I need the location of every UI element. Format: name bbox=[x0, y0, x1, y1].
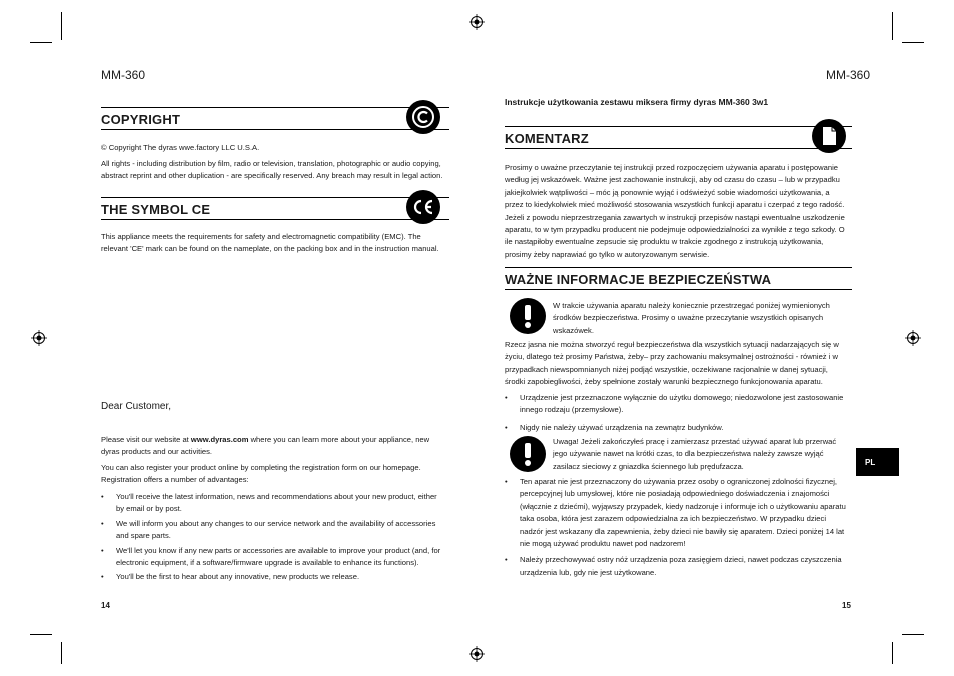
registration-mark-icon bbox=[905, 330, 921, 346]
ce-title: THE SYMBOL CE bbox=[101, 202, 211, 217]
section-rule bbox=[505, 267, 852, 268]
page-number-left: 14 bbox=[101, 601, 110, 610]
safety-title: WAŻNE INFORMACJE BEZPIECZEŃSTWA bbox=[505, 272, 772, 287]
section-rule bbox=[505, 148, 852, 149]
warning-text: W trakcie używania aparatu należy koniecznie przestrzegać poniżej wymienionych środków bezpieczeństwa. Prosimy o uważne przeczytanie wszystkich opisanych wskazówek. bbox=[553, 301, 830, 335]
document-icon bbox=[812, 119, 846, 153]
copyright-line: © Copyright The dyras wwe.factory LLC U.S.A. bbox=[101, 143, 260, 152]
register-text: You can also register your product online by completing the registration form on our homepage. Registration offers a number of advantages: bbox=[101, 463, 421, 485]
instructions-heading: Instrukcje użytkowania zestawu miksera firmy dyras MM-360 3w1 bbox=[505, 97, 769, 107]
list-item: • You'll receive the latest information, news and recommendations about your new product, either by email or by post. bbox=[101, 491, 446, 516]
visit-post: where you can learn more about your appliance, new dyras products and our activities. bbox=[101, 435, 430, 457]
exclamation-icon bbox=[510, 298, 546, 334]
crop-mark bbox=[30, 42, 52, 43]
list-item: • Należy przechowywać ostry nóż urządzenia poza zasięgiem dzieci, nawet podczas czyszczenia urządzenia lub, gdy nie jest użytkowane. bbox=[505, 554, 850, 579]
komentarz-title: KOMENTARZ bbox=[505, 131, 589, 146]
crop-mark bbox=[61, 12, 62, 40]
language-tab: PL bbox=[856, 448, 899, 476]
registration-mark-icon bbox=[31, 330, 47, 346]
ce-mark-icon bbox=[406, 190, 440, 224]
section-rule bbox=[101, 197, 449, 198]
visit-text bbox=[101, 434, 449, 459]
page-number-right: 15 bbox=[842, 601, 851, 610]
visit-pre: Please visit our website at bbox=[101, 435, 191, 444]
safety-intro: Rzecz jasna nie można stworzyć reguł bezpieczeństwa dla wszystkich sytuacji nadarzających się w życiu, dlatego też prosimy Państwa, żeby– przy zachowaniu maksymalnej ostrożności - również i w przypadkach niewspomnianych niżej podjąć wszystkie, oczekiwane racjonalnie w danej sytuacji, środki zapobiegliwości, żeby spełnione zostały warunki bezpiecznego funkcjonowania aparatu. bbox=[505, 340, 839, 387]
section-rule bbox=[101, 219, 449, 220]
crop-mark bbox=[61, 642, 62, 664]
copyright-text: All rights - including distribution by film, radio or television, translation, photographic or audio copying, abstract reprint and other duplication - are specifically reserved. Any breach may result in legal action. bbox=[101, 159, 443, 181]
ce-text: This appliance meets the requirements for safety and electromagnetic compatibility (EMC). The relevant 'CE' mark can be found on the nameplate, on the packing box and in the instruction manual. bbox=[101, 232, 439, 254]
crop-mark bbox=[902, 634, 924, 635]
website-link[interactable]: www.dyras.com bbox=[190, 435, 249, 444]
list-item: • We'll let you know if any new parts or accessories are available to improve your product (and, for electronic equipment, if a software/firmware upgrade is available to enhance its functions). bbox=[101, 545, 446, 570]
crop-mark bbox=[30, 634, 52, 635]
section-rule bbox=[505, 126, 852, 127]
list-item: • Ten aparat nie jest przeznaczony do używania przez osoby o ograniczonej zdolności fizycznej, percepcyjnej lub umysłowej, które nie posiadają odpowiedniego doświadczenia i znajomości (włącznie z dziećmi), wyjąwszy przypadek, kiedy nadzoruje i informuje ich o użytkowaniu aparatu taka osoba, która jest zarazem odpowiedzialna za ich bezpieczeństwo. W przypadku dzieci nadzór jest wskazany dla zapewnienia, żeby dzieci nie bawiły się aparatem. Dzieci poniżej 14 lat nie mogą używać produktu nawet pod nadzorem! bbox=[505, 476, 850, 550]
list-item: • Nigdy nie należy używać urządzenia na zewnątrz budynków. bbox=[505, 422, 845, 434]
list-item: • You'll be the first to hear about any innovative, new products we release. bbox=[101, 571, 446, 583]
model-label-left: MM-360 bbox=[101, 68, 146, 82]
crop-mark bbox=[902, 42, 924, 43]
copyright-title: COPYRIGHT bbox=[101, 112, 181, 127]
advantages-list bbox=[101, 491, 446, 586]
list-item: • We will inform you about any changes to our service network and the availability of accessories and spare parts. bbox=[101, 518, 446, 543]
section-rule bbox=[101, 129, 449, 130]
copyright-icon bbox=[406, 100, 440, 134]
section-rule bbox=[101, 107, 449, 108]
greeting: Dear Customer, bbox=[101, 401, 172, 412]
list-item: • Urządzenie jest przeznaczone wyłącznie do użytku domowego; niedozwolone jest zastosowanie innego rodzaju (przemysłowe). bbox=[505, 392, 845, 417]
registration-mark-icon bbox=[469, 646, 485, 662]
safety-list bbox=[505, 392, 845, 436]
model-label-right: MM-360 bbox=[826, 68, 871, 82]
section-rule bbox=[505, 289, 852, 290]
safety-list bbox=[505, 476, 850, 581]
crop-mark bbox=[892, 12, 893, 40]
registration-mark-icon bbox=[469, 14, 485, 30]
komentarz-text: Prosimy o uważne przeczytanie tej instrukcji przed rozpoczęciem używania aparatu i postępowanie według jej wskazówek. Ważne jest zachowanie instrukcji, aby od czasu do czasu – lub w przypadku jakiejkolwiek wątpliwości – móc ją ponownie wyjąć i odświeżyć sobie wiadomości użytkowania, a przez to kiedykolwiek mieć możliwość stosowania wszystkich funkcji aparatu i czerpać z tego radość. Jeżeli z powodu nieprzestrzegania zawartych w instrukcji przepisów nastąpi ewentualne uszkodzenie aparatu, to w tym przypadku producent nie podejmuje odpowiedzialności za wynikłe z tego szkody. O ile nastąpiłoby ewentualne zepsucie się produktu w trakcie zgodnego z instrukcją użytkowania, prosimy żeby naprawiać go tylko w autoryzowanym serwisie. bbox=[505, 163, 845, 259]
exclamation-icon bbox=[510, 436, 546, 472]
warning-text: Uwaga! Jeżeli zakończyłeś pracę i zamierzasz przestać używać aparat lub przerwać jego używanie nawet na krótki czas, to dla bezpieczeństwa należy zawsze wyjąć zasilacz sieciowy z gniazdka ściennego lub prędufzacza. bbox=[553, 437, 837, 471]
crop-mark bbox=[892, 642, 893, 664]
